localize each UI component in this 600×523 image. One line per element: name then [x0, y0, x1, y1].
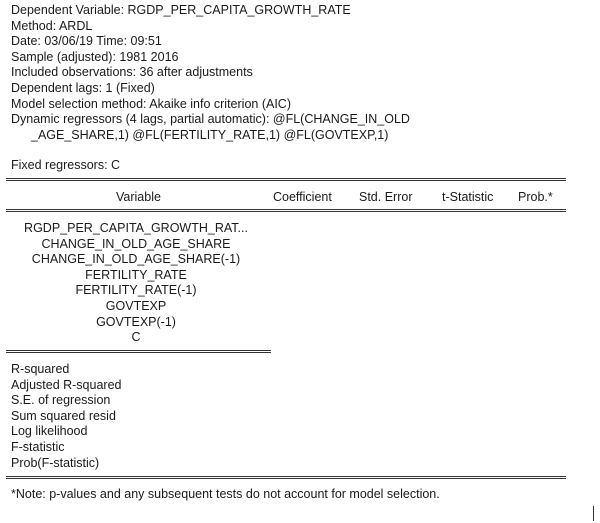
summary-statistics	[11, 362, 121, 471]
variable-row: CHANGE_IN_OLD_AGE_SHARE(-1)	[31, 252, 241, 267]
dynamic-regressors-line-continued: _AGE_SHARE,1) @FL(FERTILITY_RATE,1) @FL(GOVTEXP,1)	[31, 127, 389, 142]
stat-label: R-squared	[11, 362, 70, 376]
model-selection-line: Model selection method: Akaike info criterion (AIC)	[11, 96, 291, 111]
dependent-variable-line: Dependent Variable: RGDP_PER_CAPITA_GROWTH_RATE	[11, 3, 351, 17]
stat-label: Log likelihood	[11, 424, 88, 439]
variables-bottom-rule	[6, 350, 271, 353]
footnote: *Note: p-values and any subsequent tests do not account for model selection.	[11, 487, 440, 501]
variable-row: GOVTEXP(-1)	[96, 314, 176, 329]
date-time-line: Date: 03/06/19 Time: 09:51	[11, 34, 162, 49]
column-header-prob: Prob.*	[518, 190, 553, 204]
variable-row: GOVTEXP	[105, 298, 167, 313]
header-bottom-rule	[6, 209, 566, 212]
stat-label: Adjusted R-squared	[11, 377, 122, 392]
stat-label: Sum squared resid	[11, 408, 116, 423]
method-line: Method: ARDL	[11, 18, 93, 33]
variable-row: FERTILITY_RATE(-1)	[75, 283, 197, 298]
table-bottom-rule	[6, 476, 566, 479]
text-cursor	[593, 506, 594, 521]
dynamic-regressors-line: Dynamic regressors (4 lags, partial automatic): @FL(CHANGE_IN_OLD	[11, 112, 410, 127]
variable-list	[0, 221, 272, 346]
column-header-std-error: Std. Error	[359, 190, 413, 204]
table-top-rule	[6, 178, 566, 181]
equation-header	[11, 3, 410, 143]
variable-row: FERTILITY_RATE	[85, 267, 187, 282]
column-header-t-statistic: t-Statistic	[442, 190, 494, 204]
observations-line: Included observations: 36 after adjustments	[11, 65, 253, 80]
column-header-coefficient: Coefficient	[273, 190, 332, 204]
column-header-variable: Variable	[116, 190, 161, 204]
variable-row: RGDP_PER_CAPITA_GROWTH_RAT...	[24, 221, 248, 235]
variable-row: CHANGE_IN_OLD_AGE_SHARE	[41, 236, 231, 251]
variable-row: C	[131, 330, 141, 345]
stat-label: F-statistic	[11, 439, 65, 454]
dependent-lags-line: Dependent lags: 1 (Fixed)	[11, 80, 155, 95]
stat-label: S.E. of regression	[11, 393, 111, 408]
sample-line: Sample (adjusted): 1981 2016	[11, 49, 179, 64]
fixed-regressors-line: Fixed regressors: C	[11, 158, 121, 172]
stat-label: Prob(F-statistic)	[11, 455, 100, 470]
